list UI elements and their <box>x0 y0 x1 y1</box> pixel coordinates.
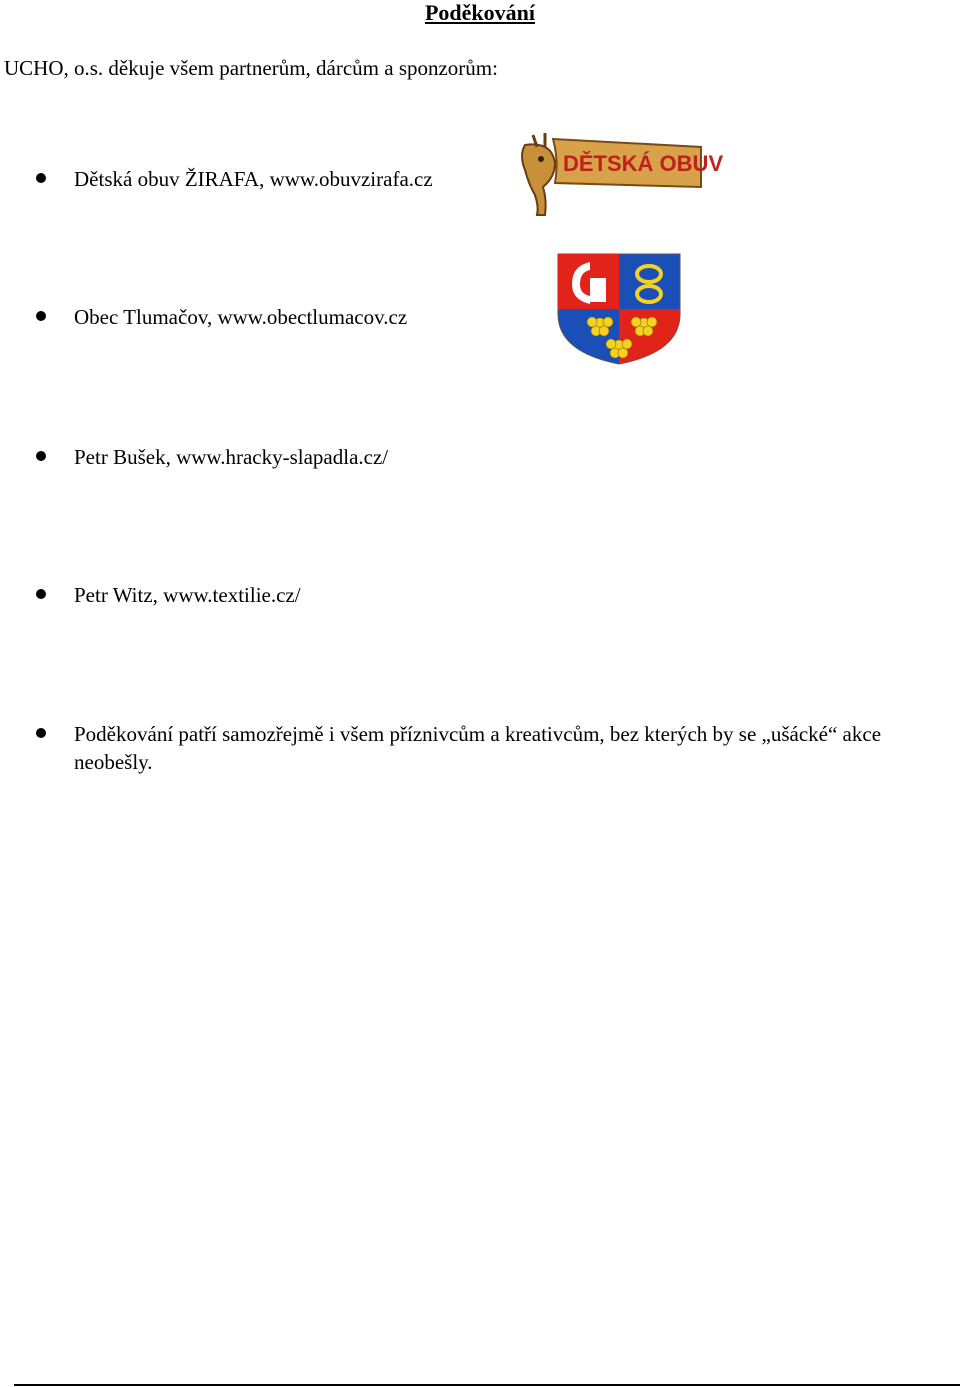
logo-text: DĚTSKÁ OBUV <box>563 151 724 176</box>
bullet-icon <box>36 173 46 183</box>
sponsor-witz: Petr Witz, www.textilie.cz/ <box>74 583 301 607</box>
bullet-icon <box>36 589 46 599</box>
zirafa-logo <box>515 125 724 220</box>
bottom-rule <box>14 1384 960 1386</box>
sponsor-zirafa: Dětská obuv ŽIRAFA, www.obuvzirafa.cz <box>74 167 433 191</box>
bullet-icon <box>36 311 46 321</box>
closing-thanks: Poděkování patří samozřejmě i všem příznivcům a kreativcům, bez kterých by se „ušácké“ akce neobešly. <box>74 722 882 774</box>
bullet-icon <box>36 451 46 461</box>
intro-text: UCHO, o.s. děkuje všem partnerům, dárcům a sponzorům: <box>4 56 498 80</box>
sponsor-busek: Petr Bušek, www.hracky-slapadla.cz/ <box>74 445 389 469</box>
page-title: Poděkování <box>424 0 536 25</box>
bullet-icon <box>36 728 46 738</box>
coat-of-arms-icon <box>556 252 682 366</box>
sponsor-tlumacov: Obec Tlumačov, www.obectlumacov.cz <box>74 305 408 329</box>
